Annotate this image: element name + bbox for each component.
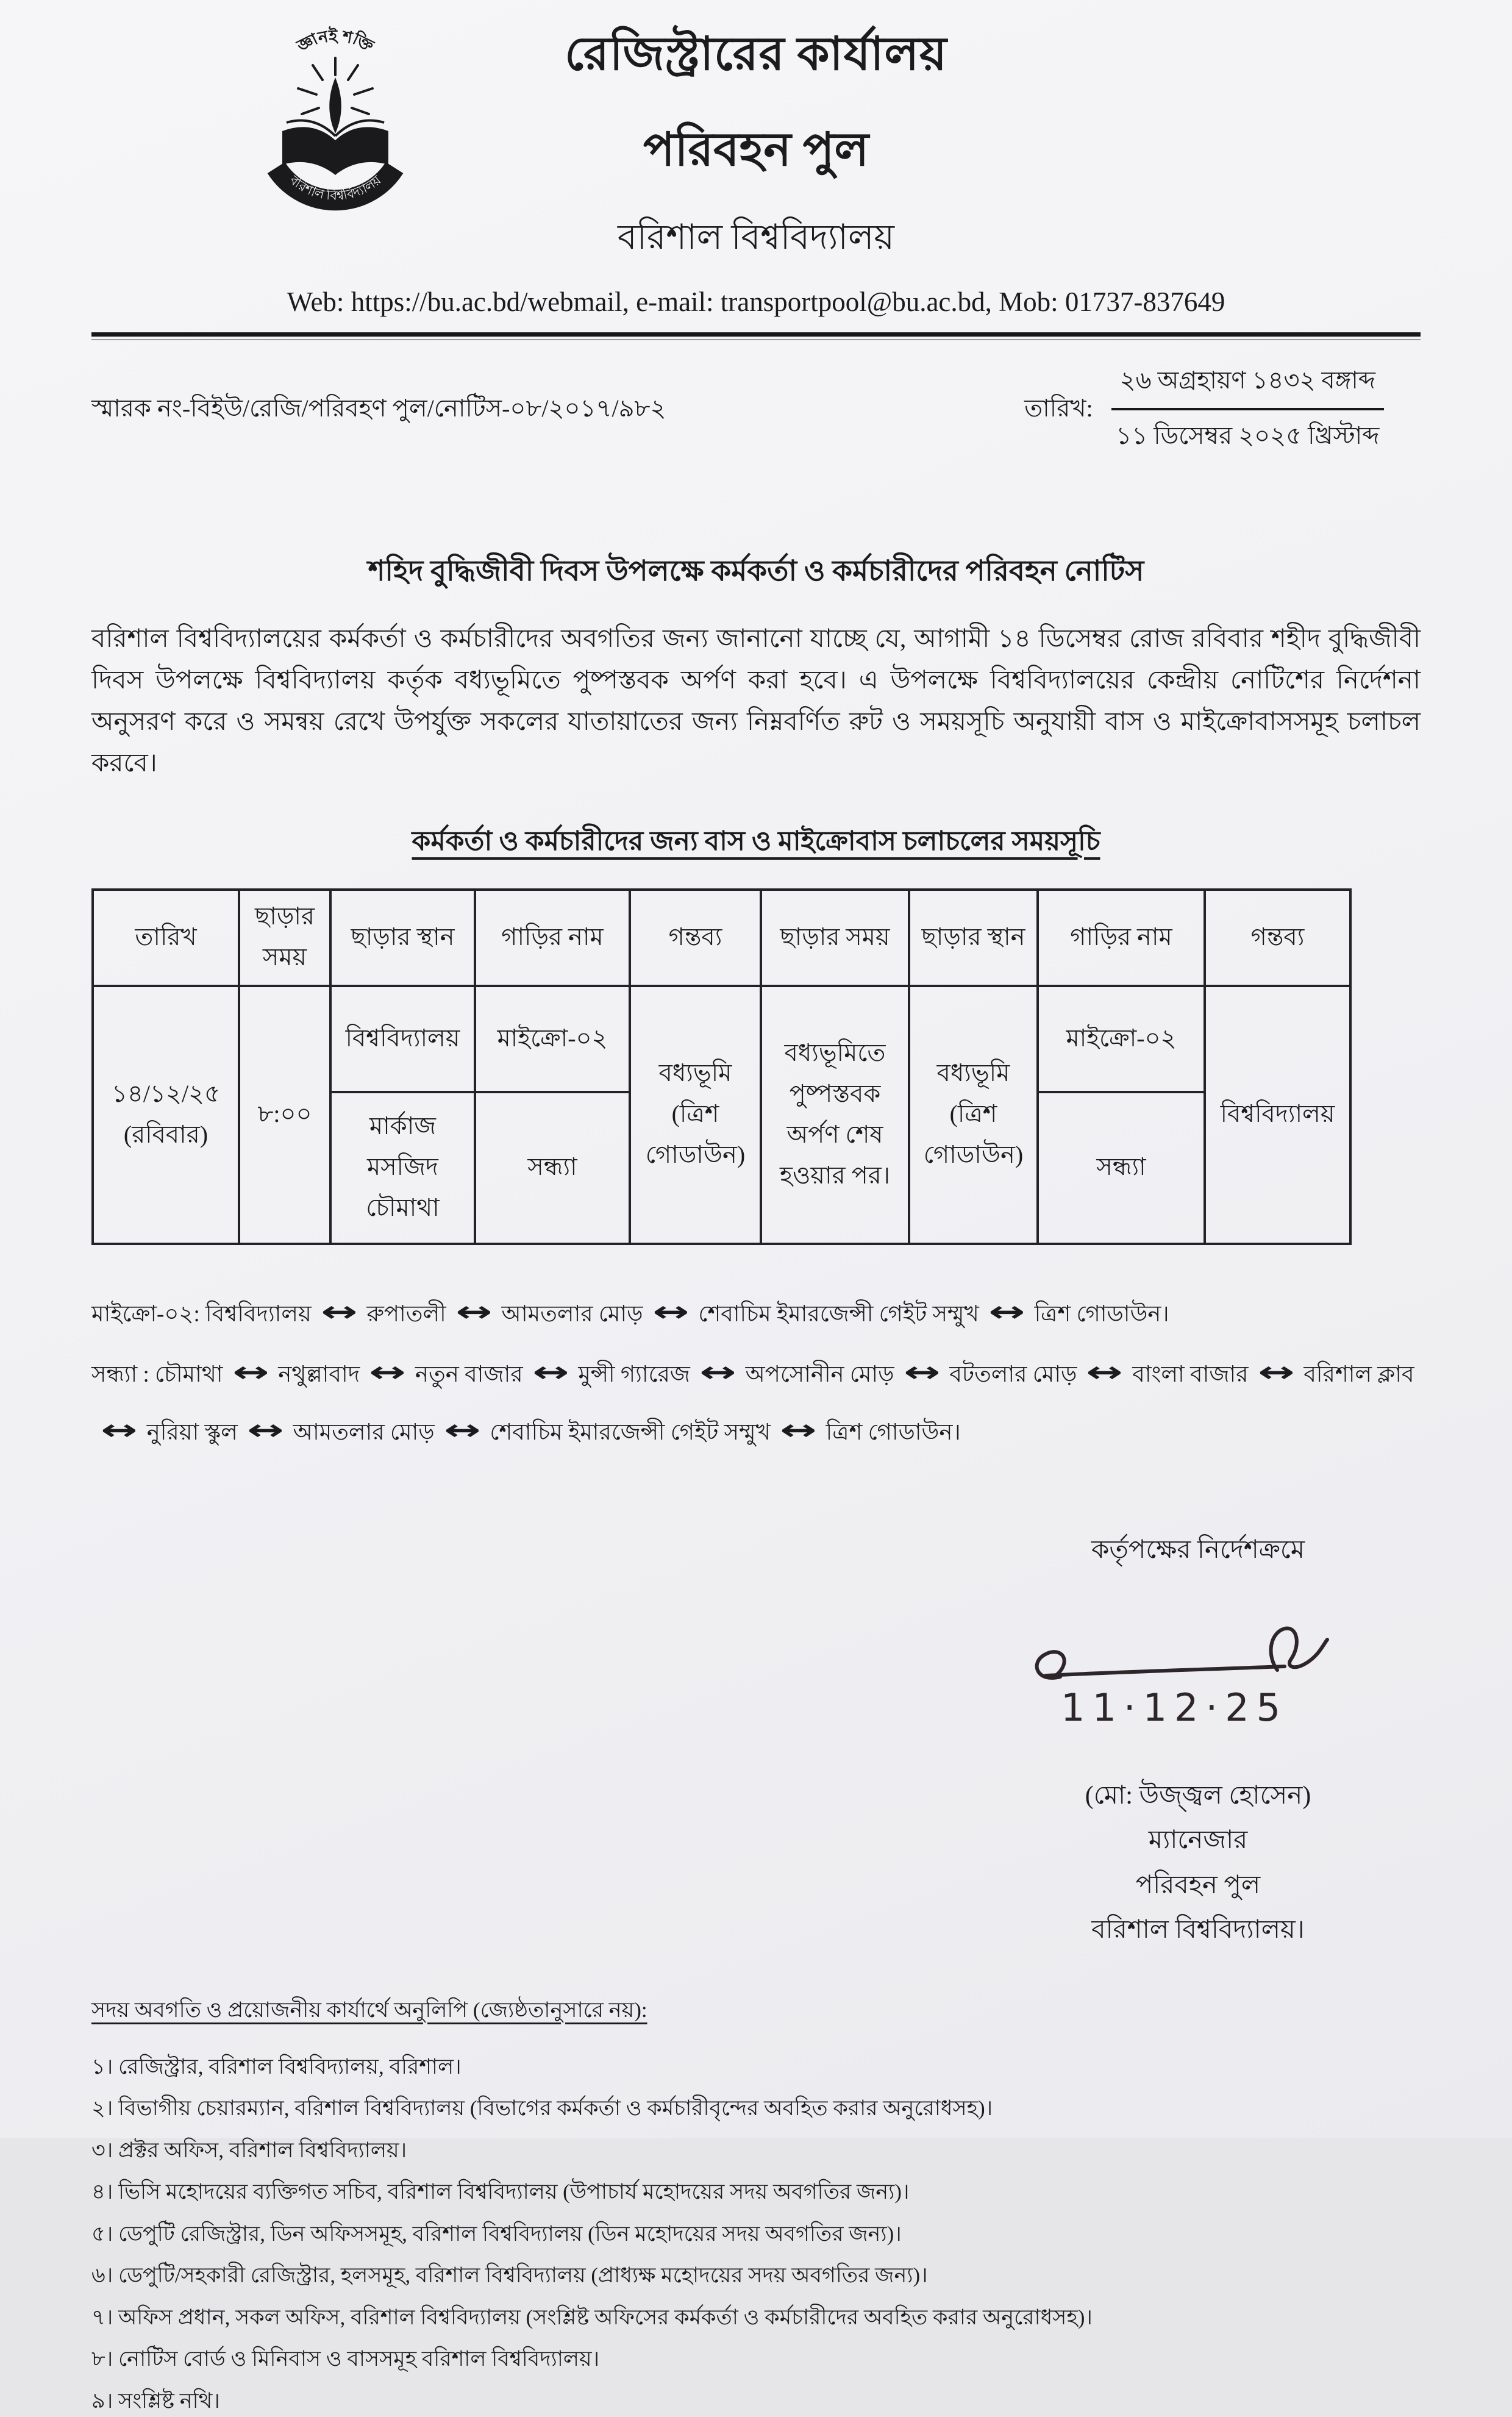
copy-item: ২। বিভাগীয় চেয়ারম্যান, বরিশাল বিশ্ববিদ্যালয় (বিভাগের কর্মকর্তা ও কর্মচারীবৃন্দের অবহিত করার অনুরোধসহ)। bbox=[91, 2096, 993, 2121]
col-header-date: তারিখ bbox=[93, 890, 239, 986]
by-order-text: কর্তৃপক্ষের নির্দেশক্রমে bbox=[1091, 1535, 1305, 1564]
route-stop: রুপাতলী bbox=[366, 1302, 446, 1327]
signatory-office: পরিবহন পুল bbox=[1135, 1871, 1261, 1899]
handwritten-date: 11·12·25 bbox=[1061, 1685, 1288, 1730]
letterhead bbox=[91, 18, 1421, 318]
route-stop: ত্রিশ গোডাউন bbox=[826, 1419, 953, 1445]
route-stop: বাংলা বাজার bbox=[1132, 1362, 1249, 1387]
signatory-name: (মো: উজ্জ্বল হোসেন) bbox=[1085, 1781, 1311, 1810]
copies-section bbox=[91, 1993, 1421, 2417]
copy-item: ৯। সংশ্লিষ্ট নথি। bbox=[91, 2388, 220, 2413]
department-name: পরিবহন পুল bbox=[643, 124, 869, 176]
route-label: সন্ধ্যা : bbox=[91, 1362, 155, 1387]
double-arrow-icon: ↔ bbox=[1257, 1355, 1294, 1388]
route-stop: বরিশাল ক্লাব bbox=[1303, 1362, 1414, 1387]
logo-ribbon-text: বরিশাল বিশ্ববিদ্যালয় bbox=[287, 173, 384, 204]
double-arrow-icon: ↔ bbox=[455, 1295, 493, 1329]
col-header-return-vehicle: গাড়ির নাম bbox=[1038, 890, 1205, 986]
copy-item: ৪। ভিসি মহোদয়ের ব্যক্তিগত সচিব, বরিশাল বিশ্ববিদ্যালয় (উপাচার্য মহোদয়ের সদয় অবগতির জন্য)। bbox=[91, 2180, 910, 2204]
route-line bbox=[91, 1283, 1421, 1341]
cell-depart-time: ৮:০০ bbox=[239, 986, 330, 1244]
cell-date-day: (রবিবার) bbox=[123, 1120, 209, 1148]
memo-row bbox=[91, 361, 1421, 457]
route-line bbox=[91, 1343, 1421, 1459]
schedule-row-top bbox=[93, 986, 1350, 1092]
notice-title: শহিদ বুদ্ধিজীবী দিবস উপলক্ষে কর্মকর্তা ও কর্মচারীদের পরিবহন নোটিস bbox=[368, 555, 1144, 587]
schedule-header-row bbox=[93, 890, 1350, 986]
route-stop: বটতলার মোড় bbox=[949, 1362, 1077, 1387]
route-stop: নতুন বাজার bbox=[415, 1362, 523, 1387]
copy-item: ৮। নোটিস বোর্ড ও মিনিবাস ও বাসসমূহ বরিশাল বিশ্ববিদ্যালয়। bbox=[91, 2347, 600, 2371]
route-terminal: । bbox=[952, 1419, 961, 1445]
university-name: বরিশাল বিশ্ববিদ্যালয় bbox=[617, 218, 895, 257]
route-list bbox=[91, 1283, 1421, 1458]
route-label: মাইক্রো-০২: bbox=[91, 1302, 206, 1327]
cell-vehicle-2: সন্ধ্যা bbox=[475, 1092, 630, 1244]
date-label: তারিখ: bbox=[1024, 394, 1093, 422]
office-name: রেজিস্ট্রারের কার্যালয় bbox=[565, 29, 947, 80]
route-stop: ত্রিশ গোডাউন bbox=[1034, 1302, 1161, 1327]
copy-item: ৩। প্রক্টর অফিস, বরিশাল বিশ্ববিদ্যালয়। bbox=[91, 2138, 407, 2162]
double-arrow-icon: ↔ bbox=[1086, 1355, 1123, 1388]
cell-vehicle-1: মাইক্রো-০২ bbox=[475, 986, 630, 1092]
double-arrow-icon: ↔ bbox=[247, 1413, 284, 1446]
contact-line: Web: https://bu.ac.bd/webmail, e-mail: transportpool@bu.ac.bd, Mob: 01737-837649 bbox=[287, 287, 1225, 317]
double-arrow-icon: ↔ bbox=[903, 1355, 941, 1388]
schedule-table bbox=[91, 888, 1352, 1245]
col-header-return-destination: গন্তব্য bbox=[1205, 890, 1350, 986]
schedule-caption: কর্মকর্তা ও কর্মচারীদের জন্য বাস ও মাইক্রোবাস চলাচলের সময়সূচি bbox=[412, 826, 1100, 857]
copy-item: ৬। ডেপুটি/সহকারী রেজিস্ট্রার, হলসমূহ, বরিশাল বিশ্ববিদ্যালয় (প্রাধ্যক্ষ মহোদয়ের সদয় অবগতির জন্য)। bbox=[91, 2263, 928, 2288]
cell-return-place: বধ্যভূমি (ত্রিশ গোডাউন) bbox=[909, 986, 1038, 1244]
col-header-vehicle: গাড়ির নাম bbox=[475, 890, 630, 986]
notice-body: বরিশাল বিশ্ববিদ্যালয়ের কর্মকর্তা ও কর্মচারীদের অবগতির জন্য জানানো যাচ্ছে যে, আগামী ১৪ ডিসেম্বর রোজ রবিবার শহীদ বুদ্ধিজীবী দিবস উপলক্ষে বিশ্ববিদ্যালয় কর্তৃক বধ্যভূমিতে পুষ্পস্তবক অর্পণ করা হবে। এ উপলক্ষে বিশ্ববিদ্যালয়ের কেন্দ্রীয় নোটিশের নির্দেশনা অনুসরণ করে ও সমন্বয় রেখে উপর্যুক্ত সকলের যাতায়াতের জন্য নিম্নবর্ণিত রুট ও সময়সূচি অনুযায়ী বাস ও মাইক্রোবাসসমূহ চলাচল করবে। bbox=[91, 625, 1421, 778]
double-arrow-icon: ↔ bbox=[652, 1295, 689, 1329]
logo-flame-icon bbox=[329, 77, 341, 134]
signature-block bbox=[997, 1529, 1399, 1953]
logo-motto-text: জ্ঞানই শক্তি bbox=[294, 26, 377, 55]
cell-destination: বধ্যভূমি (ত্রিশ গোডাউন) bbox=[630, 986, 761, 1244]
university-logo bbox=[259, 21, 412, 216]
cell-date-value: ১৪/১২/২৫ bbox=[111, 1079, 221, 1107]
date-stack bbox=[1111, 361, 1384, 457]
double-arrow-icon: ↔ bbox=[780, 1413, 817, 1446]
double-arrow-icon: ↔ bbox=[321, 1295, 358, 1329]
copy-item: ৫। ডেপুটি রেজিস্ট্রার, ডিন অফিসসমূহ, বরিশাল বিশ্ববিদ্যালয় (ডিন মহোদয়ের সদয় অবগতির জন্য)। bbox=[91, 2221, 902, 2246]
double-arrow-icon: ↔ bbox=[699, 1355, 736, 1388]
col-header-destination: গন্তব্য bbox=[630, 890, 761, 986]
cell-depart-place-2: মার্কাজ মসজিদ চৌমাথা bbox=[330, 1092, 475, 1244]
route-stop: চৌমাথা bbox=[154, 1362, 223, 1387]
route-stop: আমতলার মোড় bbox=[501, 1302, 643, 1327]
col-header-return-time: ছাড়ার সময় bbox=[761, 890, 909, 986]
cell-return-time: বধ্যভূমিতে পুষ্পস্তবক অর্পণ শেষ হওয়ার পর। bbox=[761, 986, 909, 1244]
cell-date bbox=[93, 986, 239, 1244]
double-arrow-icon: ↔ bbox=[232, 1355, 269, 1388]
logo-book-right bbox=[335, 127, 388, 175]
copy-item: ৭। অফিস প্রধান, সকল অফিস, বরিশাল বিশ্ববিদ্যালয় (সংশ্লিষ্ট অফিসের কর্মকর্তা ও কর্মচারীদের অবহিত করার অনুরোধসহ)। bbox=[91, 2305, 1093, 2329]
date-bangla: ২৬ অগ্রহায়ণ ১৪৩২ বঙ্গাব্দ bbox=[1111, 361, 1384, 410]
route-stop: আমতলার মোড় bbox=[293, 1419, 435, 1445]
route-stop: মুন্সী গ্যারেজ bbox=[578, 1362, 690, 1387]
memo-number: স্মারক নং-বিইউ/রেজি/পরিবহণ পুল/নোটিস-০৮/২০১৭/৯৮২ bbox=[91, 394, 666, 422]
signatory-designation: ম্যানেজার bbox=[1148, 1826, 1248, 1855]
route-stop: নুরিয়া স্কুল bbox=[146, 1419, 238, 1445]
route-stop: অপসোনীন মোড় bbox=[745, 1362, 894, 1387]
route-stop: বিশ্ববিদ্যালয় bbox=[205, 1302, 312, 1327]
logo-book-left bbox=[282, 127, 335, 175]
date-block bbox=[1024, 361, 1384, 457]
route-stop: শেবাচিম ইমারজেন্সী গেইট সম্মুখ bbox=[698, 1302, 979, 1327]
copy-item: ১। রেজিস্ট্রার, বরিশাল বিশ্ববিদ্যালয়, বরিশাল। bbox=[91, 2054, 462, 2079]
cell-return-destination: বিশ্ববিদ্যালয় bbox=[1205, 986, 1350, 1244]
double-arrow-icon: ↔ bbox=[101, 1413, 138, 1446]
cell-depart-place-1: বিশ্ববিদ্যালয় bbox=[330, 986, 475, 1092]
double-arrow-icon: ↔ bbox=[369, 1355, 406, 1388]
col-header-return-place: ছাড়ার স্থান bbox=[909, 890, 1038, 986]
copies-heading: সদয় অবগতি ও প্রয়োজনীয় কার্যার্থে অনুলিপি (জ্যেষ্ঠতানুসারে নয়): bbox=[91, 1998, 647, 2022]
col-header-depart-time: ছাড়ার সময় bbox=[239, 890, 330, 986]
date-gregorian: ১১ ডিসেম্বর ২০২৫ খ্রিস্টাব্দ bbox=[1116, 422, 1380, 449]
col-header-depart-place: ছাড়ার স্থান bbox=[330, 890, 475, 986]
signature-area bbox=[997, 1573, 1399, 1774]
cell-return-vehicle-1: মাইক্রো-০২ bbox=[1038, 986, 1205, 1092]
cell-return-vehicle-2: সন্ধ্যা bbox=[1038, 1092, 1205, 1244]
header-divider bbox=[91, 332, 1421, 340]
double-arrow-icon: ↔ bbox=[532, 1355, 569, 1388]
route-terminal: । bbox=[1161, 1302, 1169, 1327]
route-stop: শেবাচিম ইমারজেন্সী গেইট সম্মুখ bbox=[490, 1419, 771, 1445]
double-arrow-icon: ↔ bbox=[443, 1413, 481, 1446]
signatory-university: বরিশাল বিশ্ববিদ্যালয়। bbox=[1091, 1916, 1305, 1944]
double-arrow-icon: ↔ bbox=[988, 1295, 1025, 1329]
route-stop: নথুল্লাবাদ bbox=[278, 1362, 360, 1387]
